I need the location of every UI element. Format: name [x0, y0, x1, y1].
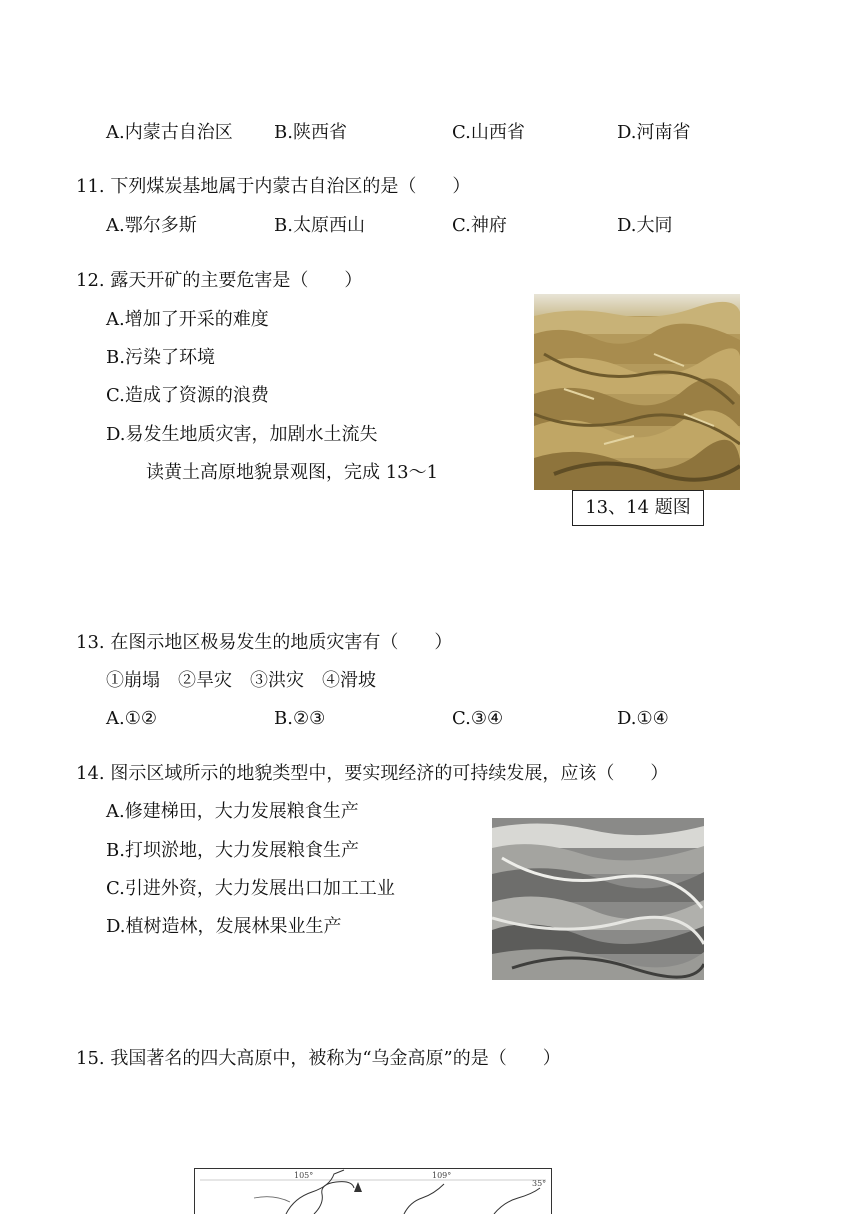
map-label-105: 105°	[294, 1171, 314, 1180]
q12-option-b: B.污染了环境	[106, 347, 215, 368]
q10-option-d: D.河南省	[617, 122, 691, 143]
q12-stem: 12. 露天开矿的主要危害是（ ）	[76, 270, 363, 291]
q14-option-c: C.引进外资，大力发展出口加工工业	[106, 878, 395, 899]
q14-option-a: A.修建梯田，大力发展粮食生产	[106, 801, 359, 822]
map-label-109: 109°	[432, 1171, 452, 1180]
q14-option-b: B.打坝淤地，大力发展粮食生产	[106, 840, 359, 861]
map-label-35: 35°	[532, 1179, 547, 1188]
q13-option-c: C.③④	[452, 708, 504, 729]
loess-plateau-photo	[534, 294, 740, 490]
q12-option-c: C.造成了资源的浪费	[106, 385, 269, 406]
q13-items: ①崩塌 ②旱灾 ③洪灾 ④滑坡	[106, 670, 376, 691]
loess-gray-photo	[492, 818, 704, 980]
region-map-partial	[194, 1168, 552, 1214]
q13-option-d: D.①④	[617, 708, 669, 729]
q14-stem: 14. 图示区域所示的地貌类型中，要实现经济的可持续发展，应该（ ）	[76, 763, 669, 784]
q13-option-a: A.①②	[106, 708, 157, 729]
q10-option-a: A.内蒙古自治区	[106, 122, 233, 143]
q12-option-a: A.增加了开采的难度	[106, 309, 269, 330]
q11-option-a: A.鄂尔多斯	[106, 215, 197, 236]
reading-instruction: 读黄土高原地貌景观图，完成 13～1	[146, 462, 439, 483]
q13-option-b: B.②③	[274, 708, 326, 729]
q15-stem: 15. 我国著名的四大高原中，被称为“乌金高原”的是（ ）	[76, 1048, 561, 1069]
q13-stem: 13. 在图示地区极易发生的地质灾害有（ ）	[76, 632, 453, 653]
q11-option-d: D.大同	[617, 215, 673, 236]
q11-option-b: B.太原西山	[274, 215, 365, 236]
q12-option-d: D.易发生地质灾害，加剧水土流失	[106, 424, 378, 445]
figure-caption: 13、14 题图	[572, 490, 704, 526]
q11-stem: 11. 下列煤炭基地属于内蒙古自治区的是（ ）	[76, 176, 471, 197]
q10-option-c: C.山西省	[452, 122, 525, 143]
q14-option-d: D.植树造林，发展林果业生产	[106, 916, 342, 937]
loess-gray-photo-art	[492, 818, 704, 980]
loess-plateau-photo-art	[534, 294, 740, 490]
q10-option-b: B.陕西省	[274, 122, 347, 143]
region-map-art	[194, 1168, 552, 1214]
q11-option-c: C.神府	[452, 215, 507, 236]
